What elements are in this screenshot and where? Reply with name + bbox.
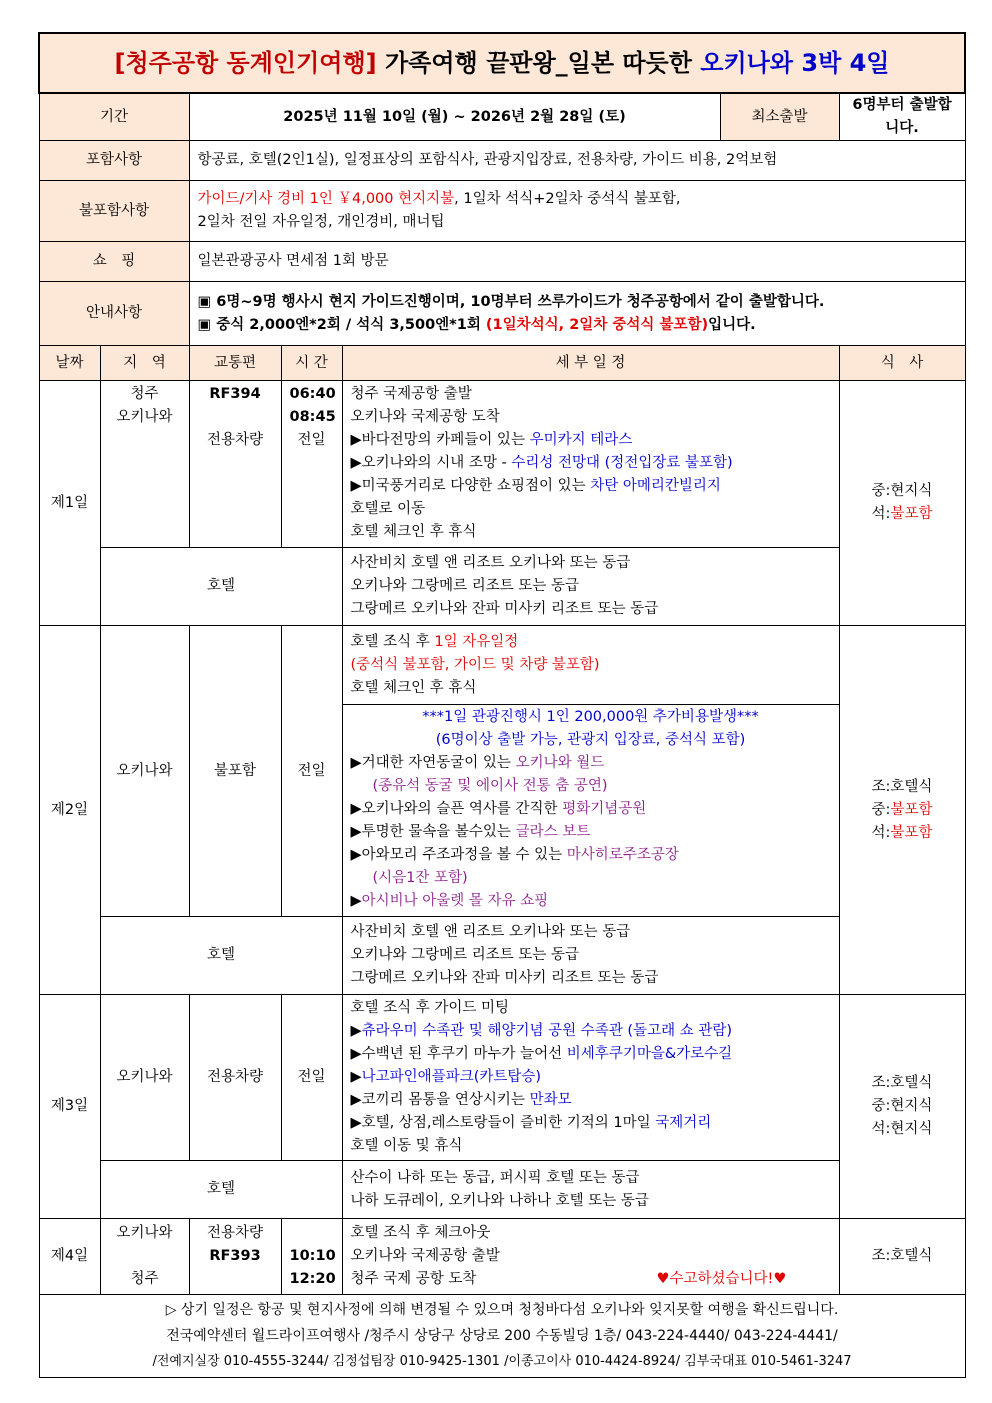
col-meal: 식 사 [839, 346, 965, 381]
day3-step-2-place: 츄라우미 수족관 및 해양기념 공원 수족관 (돌고래 쇼 관람) [361, 1023, 733, 1039]
day2-free-3: 호텔 체크인 후 휴식 [350, 679, 477, 696]
day4-time-2: 12:20 [289, 1271, 336, 1287]
min-departure-value: 6명부터 출발합니다. [839, 93, 965, 141]
day3-meal-breakfast: 조:호텔식 [871, 1075, 933, 1091]
day1-hotel-2: 오키나와 그랑메르 리조트 또는 동급 [350, 578, 580, 594]
day1-transport [189, 381, 281, 548]
period-label: 기간 [39, 93, 189, 141]
day2-option-1: ***1일 관광진행시 1인 200,000원 추가비용발생*** [422, 709, 759, 725]
day2-option-3: ▶거대한 자연동굴이 있는 [350, 755, 516, 771]
footer [39, 1295, 965, 1378]
day2-free-row [39, 626, 965, 705]
col-day: 날짜 [39, 346, 100, 381]
day2-option-5: ▶오키나와의 슬픈 역사를 간직한 [350, 801, 563, 817]
exclude-text-2: 2일차 전일 자유일정, 개인경비, 매너팁 [197, 214, 445, 230]
footer-row [39, 1295, 965, 1378]
day3-step-7: 호텔 이동 및 휴식 [350, 1138, 463, 1154]
day1-step-7: 호텔 체크인 후 휴식 [350, 524, 477, 540]
day4-row [39, 1219, 965, 1295]
exclude-row [39, 181, 965, 242]
day2-region: 오키나와 [100, 626, 189, 917]
day1-meal-dinner-label: 석: [871, 506, 891, 522]
day1-hotel-1: 사잔비치 호텔 앤 리조트 오키나와 또는 동급 [350, 555, 631, 571]
day1-vehicle: 전용차량 [206, 432, 264, 448]
col-time: 시 간 [281, 346, 342, 381]
exclude-label: 불포함사항 [39, 181, 189, 242]
shopping-row [39, 242, 965, 282]
notice-line-2-end: 입니다. [708, 316, 756, 333]
day1-region-1: 청주 [130, 386, 159, 402]
day4-time [281, 1219, 342, 1295]
day4-flight: RF393 [209, 1248, 261, 1264]
day3-step-3-place: 비세후쿠기마을&가로수길 [566, 1046, 733, 1062]
title-bracket: [청주공항 동계인기여행] [114, 48, 377, 77]
shopping-value: 일본관광공사 면세점 1회 방문 [189, 242, 965, 282]
col-schedule: 세 부 일 정 [342, 346, 839, 381]
day2-option-6: ▶투명한 물속을 볼수있는 [350, 824, 516, 840]
day2-meal-breakfast: 조:호텔식 [871, 778, 933, 795]
day3-hotels [342, 1161, 839, 1219]
day3-region: 오키나와 [100, 995, 189, 1161]
footer-agency: 전국예약센터 월드라이프여행사 /청주시 상당구 상당로 200 수동빌딩 1층/ 043-224-4440/ 043-224-4441/ [166, 1328, 838, 1344]
notice-line-1: ▣ 6명~9명 행사시 현지 가이드진행이며, 10명부터 쓰루가이드가 청주공항에서 같이 출발합니다. [197, 293, 825, 310]
day2-time: 전일 [281, 626, 342, 917]
notice-value [189, 282, 965, 346]
day3-schedule [342, 995, 839, 1161]
day3-meal [839, 995, 965, 1219]
day1-meal-lunch: 중:현지식 [871, 483, 933, 499]
title-highlight: 오키나와 3박 4일 [700, 48, 890, 77]
day3-hotel-label: 호텔 [100, 1161, 342, 1219]
day2-label: 제2일 [39, 626, 100, 995]
day2-meal-lunch-label: 중: [871, 801, 891, 818]
day4-region-1: 오키나와 [116, 1225, 173, 1241]
day2-meal-dinner-label: 석: [871, 824, 891, 841]
min-departure-label: 최소출발 [720, 93, 839, 141]
day3-step-4: ▶ [350, 1069, 362, 1085]
day1-time-2: 08:45 [289, 409, 336, 425]
day1-hotels [342, 548, 839, 626]
day1-step-2: 오키나와 국제공항 도착 [350, 409, 500, 425]
day2-option-3-place: 오키나와 월드 [515, 755, 605, 771]
day3-step-5-place: 만좌모 [529, 1092, 572, 1108]
col-region: 지 역 [100, 346, 189, 381]
day1-hotel-row [39, 548, 965, 626]
day1-step-4: ▶오키나와의 시내 조망 - [350, 455, 512, 471]
exclude-text-1: , 1일차 석식+2일차 중석식 불포함, [454, 191, 681, 207]
day1-step-3: ▶바다전망의 카페들이 있는 [350, 432, 530, 448]
day3-step-4-place: 나고파인애플파크(카트탑승) [361, 1069, 542, 1085]
day1-step-1: 청주 국제공항 출발 [350, 386, 472, 402]
day3-step-6: ▶호텔, 상점,레스토랑들이 즐비한 기적의 1마일 [350, 1115, 656, 1131]
include-label: 포함사항 [39, 141, 189, 181]
day1-region [100, 381, 189, 548]
day4-meal: 조:호텔식 [839, 1219, 965, 1295]
day4-label: 제4일 [39, 1219, 100, 1295]
day2-option-6-place: 글라스 보트 [515, 824, 591, 840]
column-header-row [39, 346, 965, 381]
day1-time-3: 전일 [297, 432, 326, 448]
day2-option-7: ▶아와모리 주조과정을 볼 수 있는 [350, 847, 567, 863]
day4-step-1: 호텔 조식 후 체크아웃 [350, 1225, 491, 1241]
day2-free-schedule [342, 626, 839, 705]
footer-notice: ▷ 상기 일정은 항공 및 현지사정에 의해 변경될 수 있으며 청청바다섬 오키나와 잊지못할 여행을 확신드립니다. [165, 1302, 839, 1318]
day2-free-1: 호텔 조식 후 [350, 633, 435, 650]
day1-time-1: 06:40 [289, 386, 336, 402]
day2-option-7-place: 마사히로주조공장 [566, 847, 679, 863]
day2-hotel-row [39, 917, 965, 995]
day1-label: 제1일 [39, 381, 100, 626]
footer-contacts: /전예지실장 010-4555-3244/ 김정섭팀장 010-9425-1301 /이종고이사 010-4424-8924/ 김부국대표 010-5461-3247 [152, 1354, 852, 1369]
day3-step-2: ▶ [350, 1023, 362, 1039]
day1-schedule [342, 381, 839, 548]
day4-region-2: 청주 [130, 1271, 159, 1287]
day2-hotel-3: 그랑메르 오키나와 잔파 미사키 리조트 또는 동급 [350, 970, 659, 986]
day4-step-3: 청주 국제 공항 도착 [350, 1271, 477, 1287]
col-transport: 교통편 [189, 346, 281, 381]
day1-schedule-row [39, 381, 965, 548]
include-row [39, 141, 965, 181]
day3-meal-lunch: 중:현지식 [871, 1098, 933, 1114]
day4-time-1: 10:10 [289, 1248, 336, 1264]
day3-hotel-row [39, 1161, 965, 1219]
day3-step-3: ▶수백년 된 후쿠기 마누가 늘어선 [350, 1046, 567, 1062]
day2-free-1-red: 1일 자유일정 [434, 633, 519, 650]
day3-hotel-1: 산수이 나하 또는 동급, 퍼시픽 호텔 또는 동급 [350, 1169, 640, 1186]
day3-meal-dinner: 석:현지식 [871, 1121, 933, 1137]
day2-meal-dinner: 불포함 [890, 824, 933, 841]
day4-vehicle: 전용차량 [206, 1225, 264, 1241]
day2-option-9: ▶ [350, 893, 362, 909]
day2-hotel-2: 오키나와 그랑메르 리조트 또는 동급 [350, 947, 580, 963]
shopping-label: 쇼 핑 [39, 242, 189, 282]
day2-option-4: (종유석 동굴 및 에이사 전통 춤 공연) [372, 778, 608, 794]
day3-step-6-place: 국제거리 [655, 1115, 712, 1131]
exclude-guide-fee: 가이드/기사 경비 1인 ￥4,000 현지지불 [197, 191, 455, 207]
itinerary-table [38, 32, 966, 1378]
period-value: 2025년 11월 10일 (월) ~ 2026년 2월 28일 (토) [189, 93, 720, 141]
day4-schedule [342, 1219, 839, 1295]
day2-option-2: (6명이상 출발 가능, 관광지 입장료, 중석식 포함) [435, 732, 746, 748]
day3-label: 제3일 [39, 995, 100, 1219]
include-value: 항공료, 호텔(2인1실), 일정표상의 포함식사, 관광지입장료, 전용차량, 가이드 비용, 2억보험 [189, 141, 965, 181]
day1-step-5-place: 차탄 아메리칸빌리지 [590, 478, 721, 494]
day4-transport [189, 1219, 281, 1295]
day2-option-5-place: 평화기념공원 [562, 801, 647, 817]
page-title [39, 33, 965, 93]
thanks-message: ♥수고하셨습니다!♥ [656, 1271, 787, 1287]
title-row [39, 33, 965, 93]
day2-hotel-label: 호텔 [100, 917, 342, 995]
day3-schedule-row [39, 995, 965, 1161]
day1-time [281, 381, 342, 548]
day4-step-2: 오키나와 국제공항 출발 [350, 1248, 500, 1264]
day2-meal-lunch: 불포함 [890, 801, 933, 818]
title-middle: 가족여행 끝판왕_일본 따듯한 [385, 48, 692, 77]
day3-step-5: ▶코끼리 몸통을 연상시키는 [350, 1092, 530, 1108]
day1-step-5: ▶미국풍거리로 다양한 쇼핑점이 있는 [350, 478, 591, 494]
notice-row [39, 282, 965, 346]
day1-meal-dinner: 불포함 [890, 506, 933, 522]
day2-transport: 불포함 [189, 626, 281, 917]
day2-option-9-place: 아시비나 아울렛 몰 자유 쇼핑 [361, 893, 549, 909]
day2-meal [839, 626, 965, 995]
exclude-value [189, 181, 965, 242]
day1-step-4-place: 수리성 전망대 (정전입장료 불포함) [511, 455, 733, 471]
day1-meal [839, 381, 965, 626]
day2-hotel-1: 사잔비치 호텔 앤 리조트 오키나와 또는 동급 [350, 924, 631, 940]
day2-free-2: (중석식 불포함, 가이드 및 차량 불포함) [350, 656, 600, 673]
day1-region-2: 오키나와 [116, 409, 173, 425]
day3-hotel-2: 나하 도큐레이, 오키나와 나하나 호텔 또는 동급 [350, 1192, 649, 1209]
day1-hotel-3: 그랑메르 오키나와 잔파 미사키 리조트 또는 동급 [350, 601, 659, 617]
day2-hotels [342, 917, 839, 995]
period-row [39, 93, 965, 141]
day1-step-6: 호텔로 이동 [350, 501, 426, 517]
day1-hotel-label: 호텔 [100, 548, 342, 626]
day3-time: 전일 [281, 995, 342, 1161]
itinerary-sheet [38, 32, 964, 1378]
day1-flight: RF394 [209, 386, 261, 402]
day1-step-3-place: 우미카지 테라스 [529, 432, 633, 448]
day4-region [100, 1219, 189, 1295]
day2-option-schedule [342, 705, 839, 917]
notice-line-2: ▣ 중식 2,000엔*2회 / 석식 3,500엔*1회 [197, 316, 486, 333]
day3-step-1: 호텔 조식 후 가이드 미팅 [350, 1000, 510, 1016]
notice-line-2-red: (1일차석식, 2일차 중석식 불포함) [485, 316, 709, 333]
notice-label: 안내사항 [39, 282, 189, 346]
day3-transport: 전용차량 [189, 995, 281, 1161]
day2-option-8: (시음1잔 포함) [372, 870, 468, 886]
